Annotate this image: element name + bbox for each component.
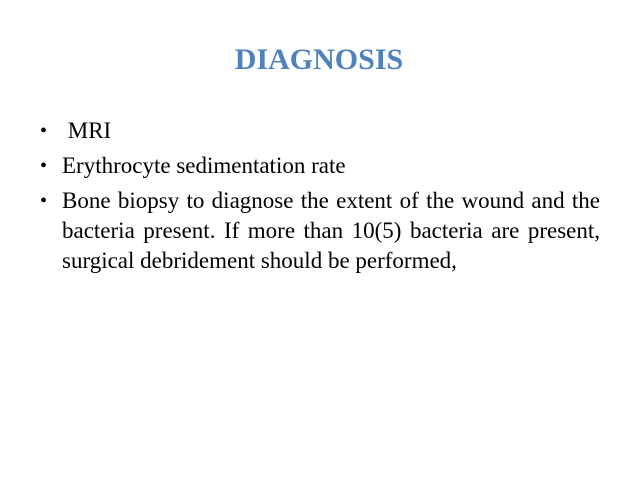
slide-title: DIAGNOSIS (234, 43, 404, 76)
list-item (40, 186, 600, 276)
bullet-text-mri: MRI (67, 118, 112, 143)
bullet-icon: • (40, 120, 48, 142)
bullet-icon: • (40, 155, 48, 177)
bullet-text-esr: Erythrocyte sedimentation rate (62, 153, 346, 178)
list-item (40, 116, 600, 146)
bullet-list (40, 116, 600, 281)
list-item (40, 151, 600, 181)
bullet-text-biopsy: Bone biopsy to diagnose the extent of the wound and the bacteria present. If more than 10(5) bacteria are present, surgical debridement should be performed, (62, 188, 600, 273)
bullet-icon: • (40, 190, 48, 212)
